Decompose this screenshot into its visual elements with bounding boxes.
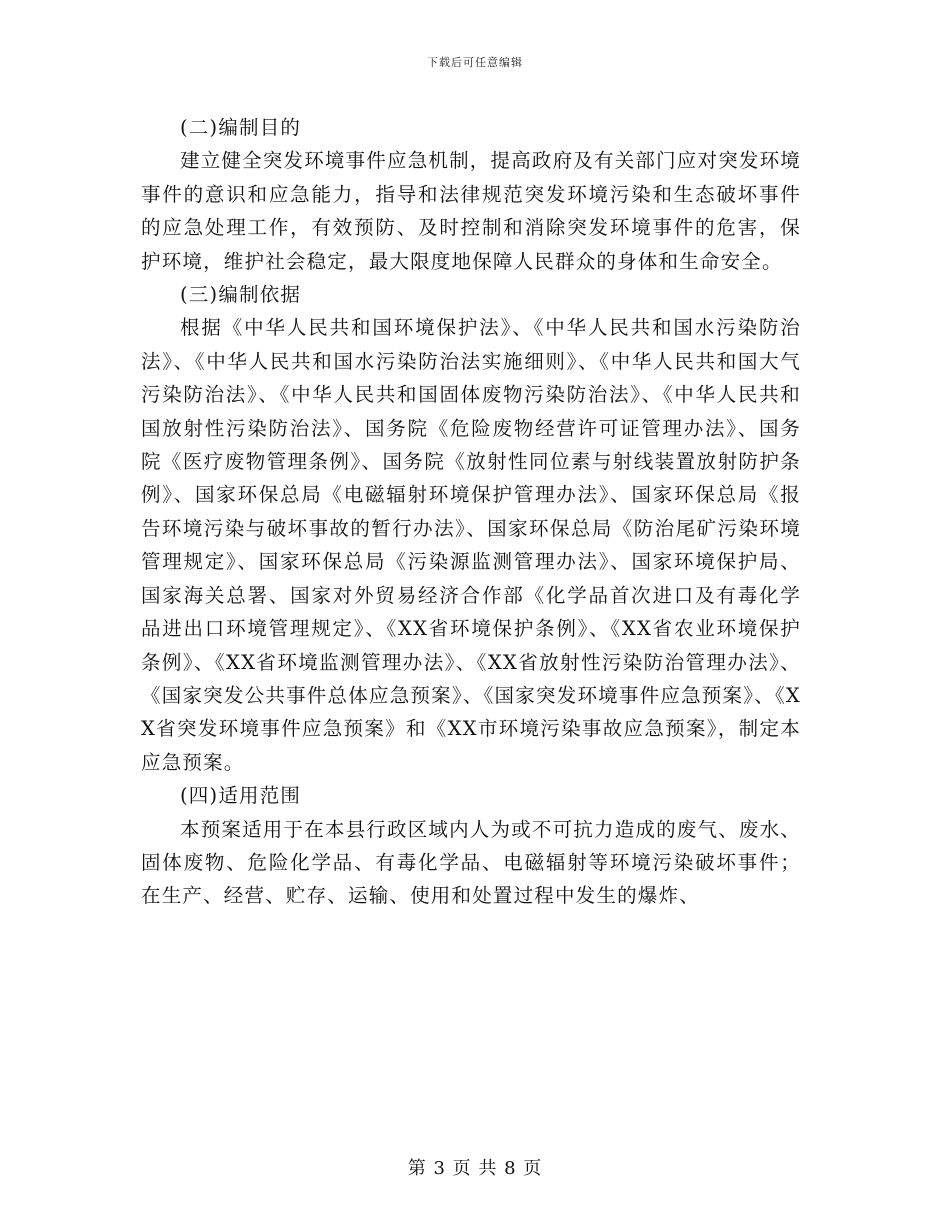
- page-header-note: 下载后可任意编辑: [427, 56, 523, 69]
- section-body-purpose: 建立健全突发环境事件应急机制，提高政府及有关部门应对突发环境事件的意识和应急能力，指导和法律规范突发环境污染和生态破坏事件的应急处理工作，有效预防、及时控制和消除突发环境事件的危害，保护环境，维护社会稳定，最大限度地保障人民群众的身体和生命安全。: [141, 149, 802, 273]
- section-heading-scope: (四)适用范围: [180, 784, 302, 808]
- section-heading-purpose: (二)编制目的: [180, 116, 302, 139]
- section-heading-basis: (三)编制依据: [180, 283, 302, 307]
- page-number: 第 3 页 共 8 页: [407, 1158, 543, 1179]
- section-body-basis: 根据《中华人民共和国环境保护法》、《中华人民共和国水污染防治法》、《中华人民共和国水污染防治法实施细则》、《中华人民共和国大气污染防治法》、《中华人民共和国固体废物污染防治法》、《中华人民共和国放射性污染防治法》、国务院《危险废物经营许可证管理办法》、国务院《医疗废物管理条例》、国务院《放射性同位素与射线装置放射防护条例》、国家环保总局《电磁辐射环境保护管理办法》、国家环保总局《报告环境污染与破坏事故的暂行办法》、国家环保总局《防治尾矿污染环境管理规定》、国家环保总局《污染源监测管理办法》、国家环境保护局、国家海关总署、国家对外贸易经济合作部《化学品首次进口及有毒化学品进出口环境管理规定》、《XX省环境保护条例》、《XX省农业环境保护条例》、《XX省环境监测管理办法》、《XX省放射性污染防治管理办法》、《国家突发公共事件总体应急预案》、《国家突发环境事件应急预案》、《XX省突发环境事件应急预案》和《XX市环境污染事故应急预案》，制定本应急预案。: [141, 316, 801, 774]
- document-body: [141, 111, 801, 913]
- section-body-scope: 本预案适用于在本县行政区域内人为或不可抗力造成的废气、废水、固体废物、危险化学品、有毒化学品、电磁辐射等环境污染破坏事件；在生产、经营、贮存、运输、使用和处置过程中发生的爆炸、: [141, 817, 802, 908]
